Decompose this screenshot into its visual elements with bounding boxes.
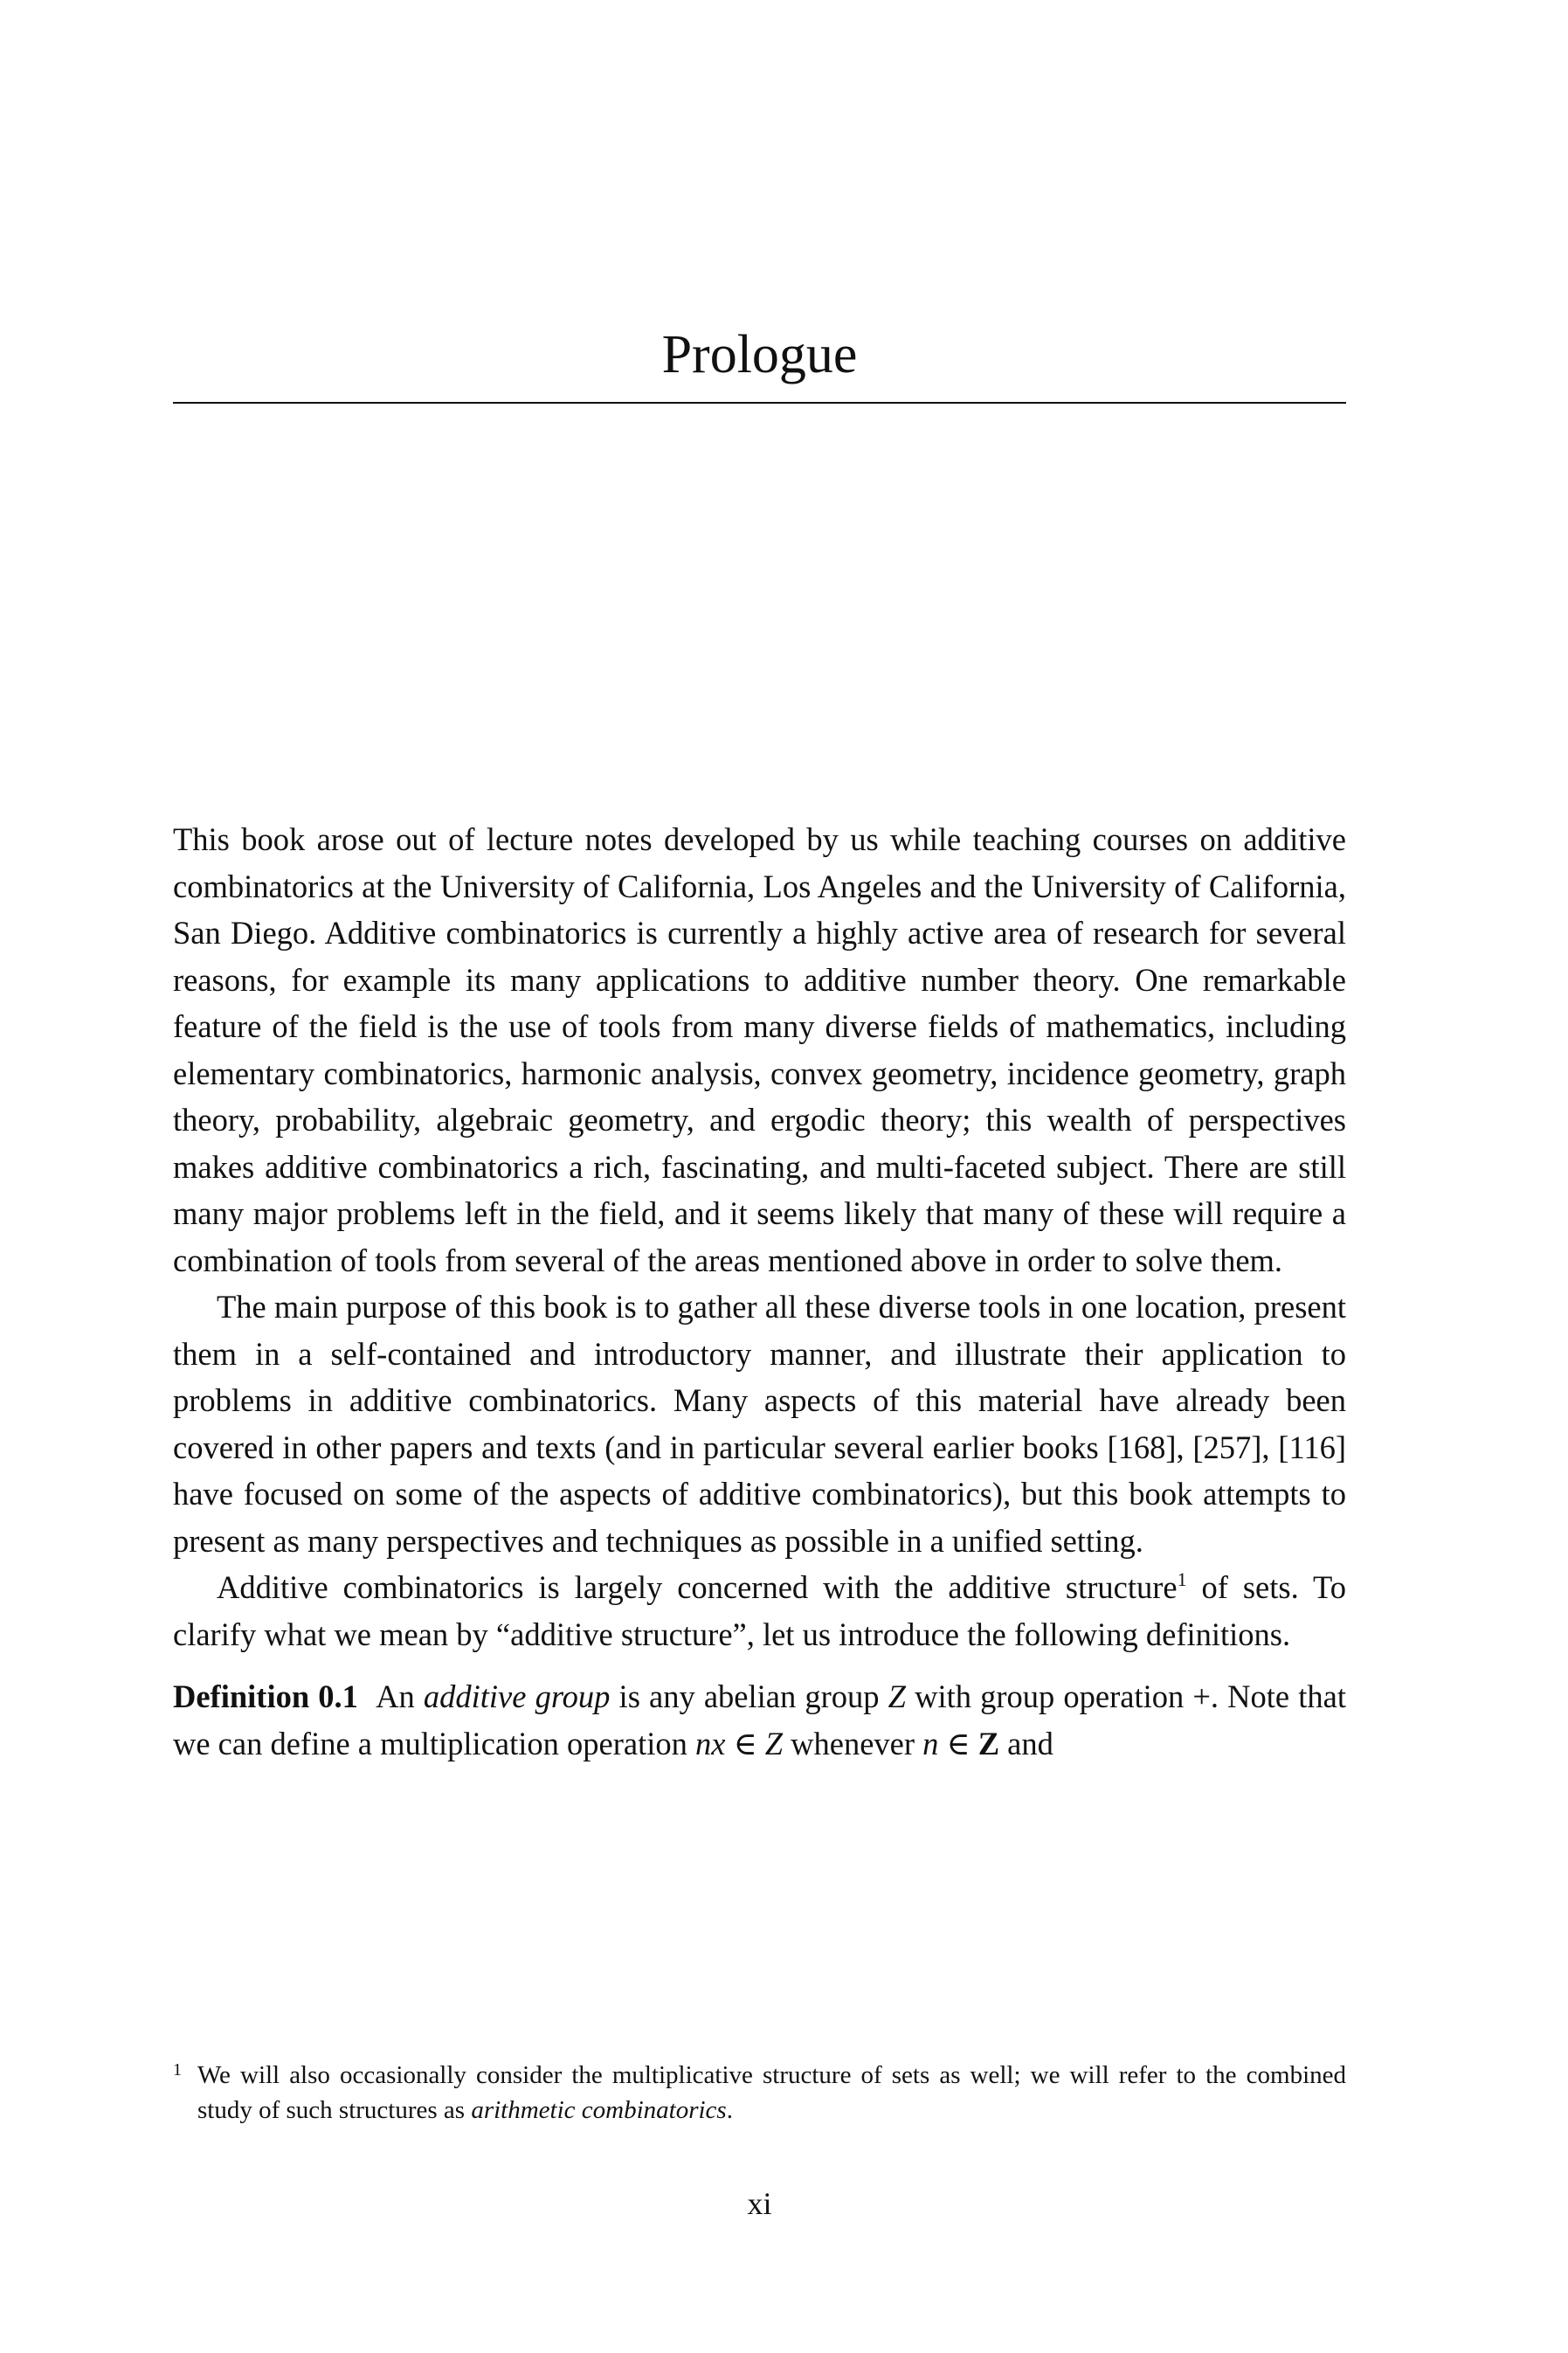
footnote-number: 1 [173,2060,182,2080]
paragraph-1: This book arose out of lecture notes developed by us while teaching courses on additive combinatorics at the University of California, Los Angeles and the University of California, San Diego. Additive combinatorics is currently a highly active area of research for several reasons, for example its many applications to additive number theory. One remarkable feature of the field is the use of tools from many diverse fields of mathematics, including elementary combinatorics, harmonic analysis, convex geometry, incidence geometry, graph theory, probability, algebraic geometry, and ergodic theory; this wealth of perspectives makes additive combinatorics a rich, fascinating, and multi-faceted subject. There are still many major problems left in the field, and it seems likely that many of these will require a combination of tools from several of the areas mentioned above in order to solve them. [173,821,1346,1278]
definition-text-4: whenever [783,1725,923,1761]
math-integers: Z [977,1725,1000,1761]
math-nx: nx [694,1725,726,1761]
paragraph-3 [173,1564,1346,1657]
math-n: n [922,1725,939,1761]
footnote-marker[interactable]: 1 [1177,1568,1187,1590]
math-element-of-2: ∈ [938,1725,978,1761]
definition-text-2: is any abelian group [610,1678,888,1714]
definition-text-1: An [376,1678,424,1714]
math-Z-2: Z [764,1725,784,1761]
footnote [173,2058,1346,2128]
math-element-of: ∈ [725,1725,765,1761]
body-text [173,816,1346,1767]
paragraph-3-text-b: of sets. To clarify what we mean by “additive structure”, let us introduce the following definitions. [173,1569,1346,1652]
chapter-title: Prologue [661,325,858,384]
footnote-text-a: We will also occasionally consider the multiplicative structure of sets as well; we will refer to the combined study of such structures as [197,2061,1346,2124]
footnote-term: arithmetic combinatorics [471,2096,727,2124]
definition-0-1 [173,1673,1346,1767]
footnote-text-b: . [726,2096,733,2124]
footnote-text [197,2058,1346,2128]
title-rule [173,402,1346,404]
page-number: xi [747,2186,772,2221]
paragraph-3-text-a: Additive combinatorics is largely concerned with the additive structure [217,1569,1178,1605]
math-Z: Z [888,1678,906,1714]
paragraph-2: The main purpose of this book is to gather all these diverse tools in one location, present them in a self-contained and introductory manner, and illustrate their application to problems in additive combinatorics. Many aspects of this material have already been covered in other papers and texts (and in particular several earlier books [168], [257], [116] have focused on some of the aspects of additive combinatorics), but this book attempts to present as many perspectives and techniques as possible in a unified setting. [173,1289,1346,1559]
definition-label: Definition 0.1 [173,1678,358,1714]
definition-text-3: with group operation +. Note that we can define a multiplication operation [173,1678,1346,1761]
definition-term: additive group [423,1678,611,1714]
definition-text-5: and [999,1725,1053,1761]
